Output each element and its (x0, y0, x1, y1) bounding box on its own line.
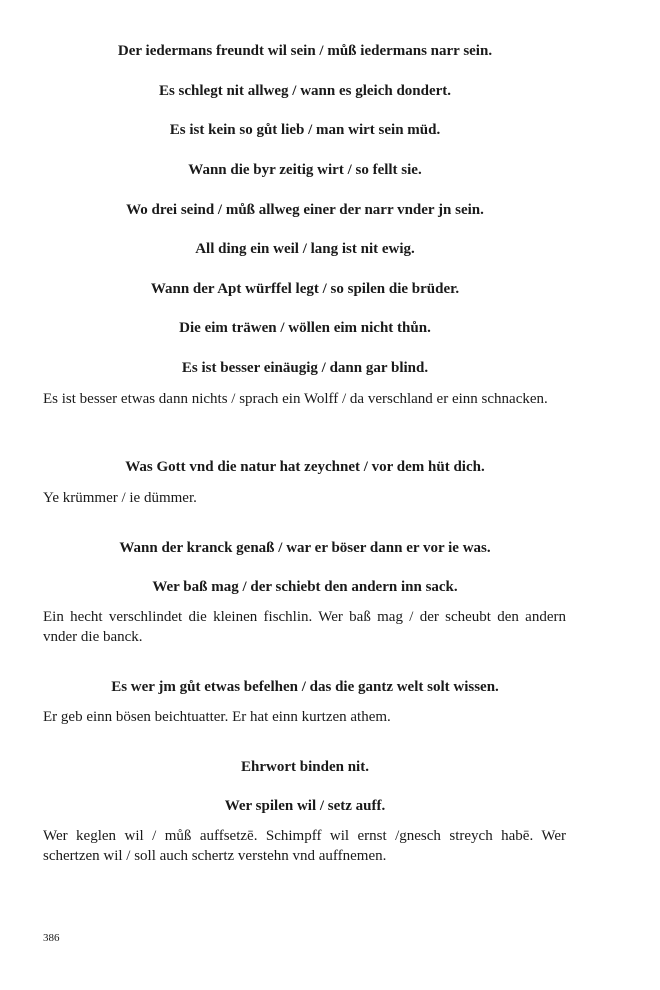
proverb-paragraph: Er geb einn bösen beichtuatter. Er hat einn kurtzen athem. (43, 709, 391, 725)
proverb-heading: Was Gott vnd die natur hat zeychnet / vor dem hüt dich. (125, 459, 485, 475)
proverb-heading: Es ist kein so gůt lieb / man wirt sein müd. (169, 122, 441, 138)
proverb-paragraph: Es ist besser etwas dann nichts / sprach ein Wolff / da verschland er einn schnacken. (43, 391, 548, 407)
proverb-heading: Es schlegt nit allweg / wann es gleich dondert. (158, 83, 452, 99)
proverb-heading: Es ist besser einäugig / dann gar blind. (181, 360, 429, 376)
proverb-heading: Wann der kranck genaß / war er böser dann er vor ie was. (119, 540, 491, 556)
proverb-paragraph: Ye krümmer / ie dümmer. (43, 490, 197, 506)
proverb-heading: Ehrwort binden nit. (241, 759, 369, 775)
proverb-heading: Wer spilen wil / setz auff. (224, 798, 386, 814)
proverb-heading: Die eim träwen / wöllen eim nicht thůn. (179, 320, 431, 336)
proverb-heading: Wann der Apt würffel legt / so spilen die brüder. (150, 281, 460, 297)
proverb-heading: Der iedermans freundt wil sein / můß iedermans narr sein. (117, 43, 493, 59)
proverb-paragraph: Ein hecht verschlindet die kleinen fischlin. Wer baß mag / der scheubt den andern vnder die banck. (43, 609, 566, 645)
proverb-paragraph: Wer keglen wil / můß auffsetzē. Schimpff wil ernst /gnesch streych habē. Wer schertzen wil / soll auch schertz verstehn vnd auffnemen. (43, 828, 566, 864)
proverb-heading: Es wer jm gůt etwas befelhen / das die gantz welt solt wissen. (111, 679, 499, 695)
proverb-heading: Wo drei seind / můß allweg einer der narr vnder jn sein. (126, 202, 484, 218)
proverb-heading: Wer baß mag / der schiebt den andern inn sack. (152, 579, 458, 595)
proverb-heading: All ding ein weil / lang ist nit ewig. (195, 241, 415, 257)
page-number: 386 (43, 932, 60, 944)
proverb-heading: Wann die byr zeitig wirt / so fellt sie. (188, 162, 422, 178)
